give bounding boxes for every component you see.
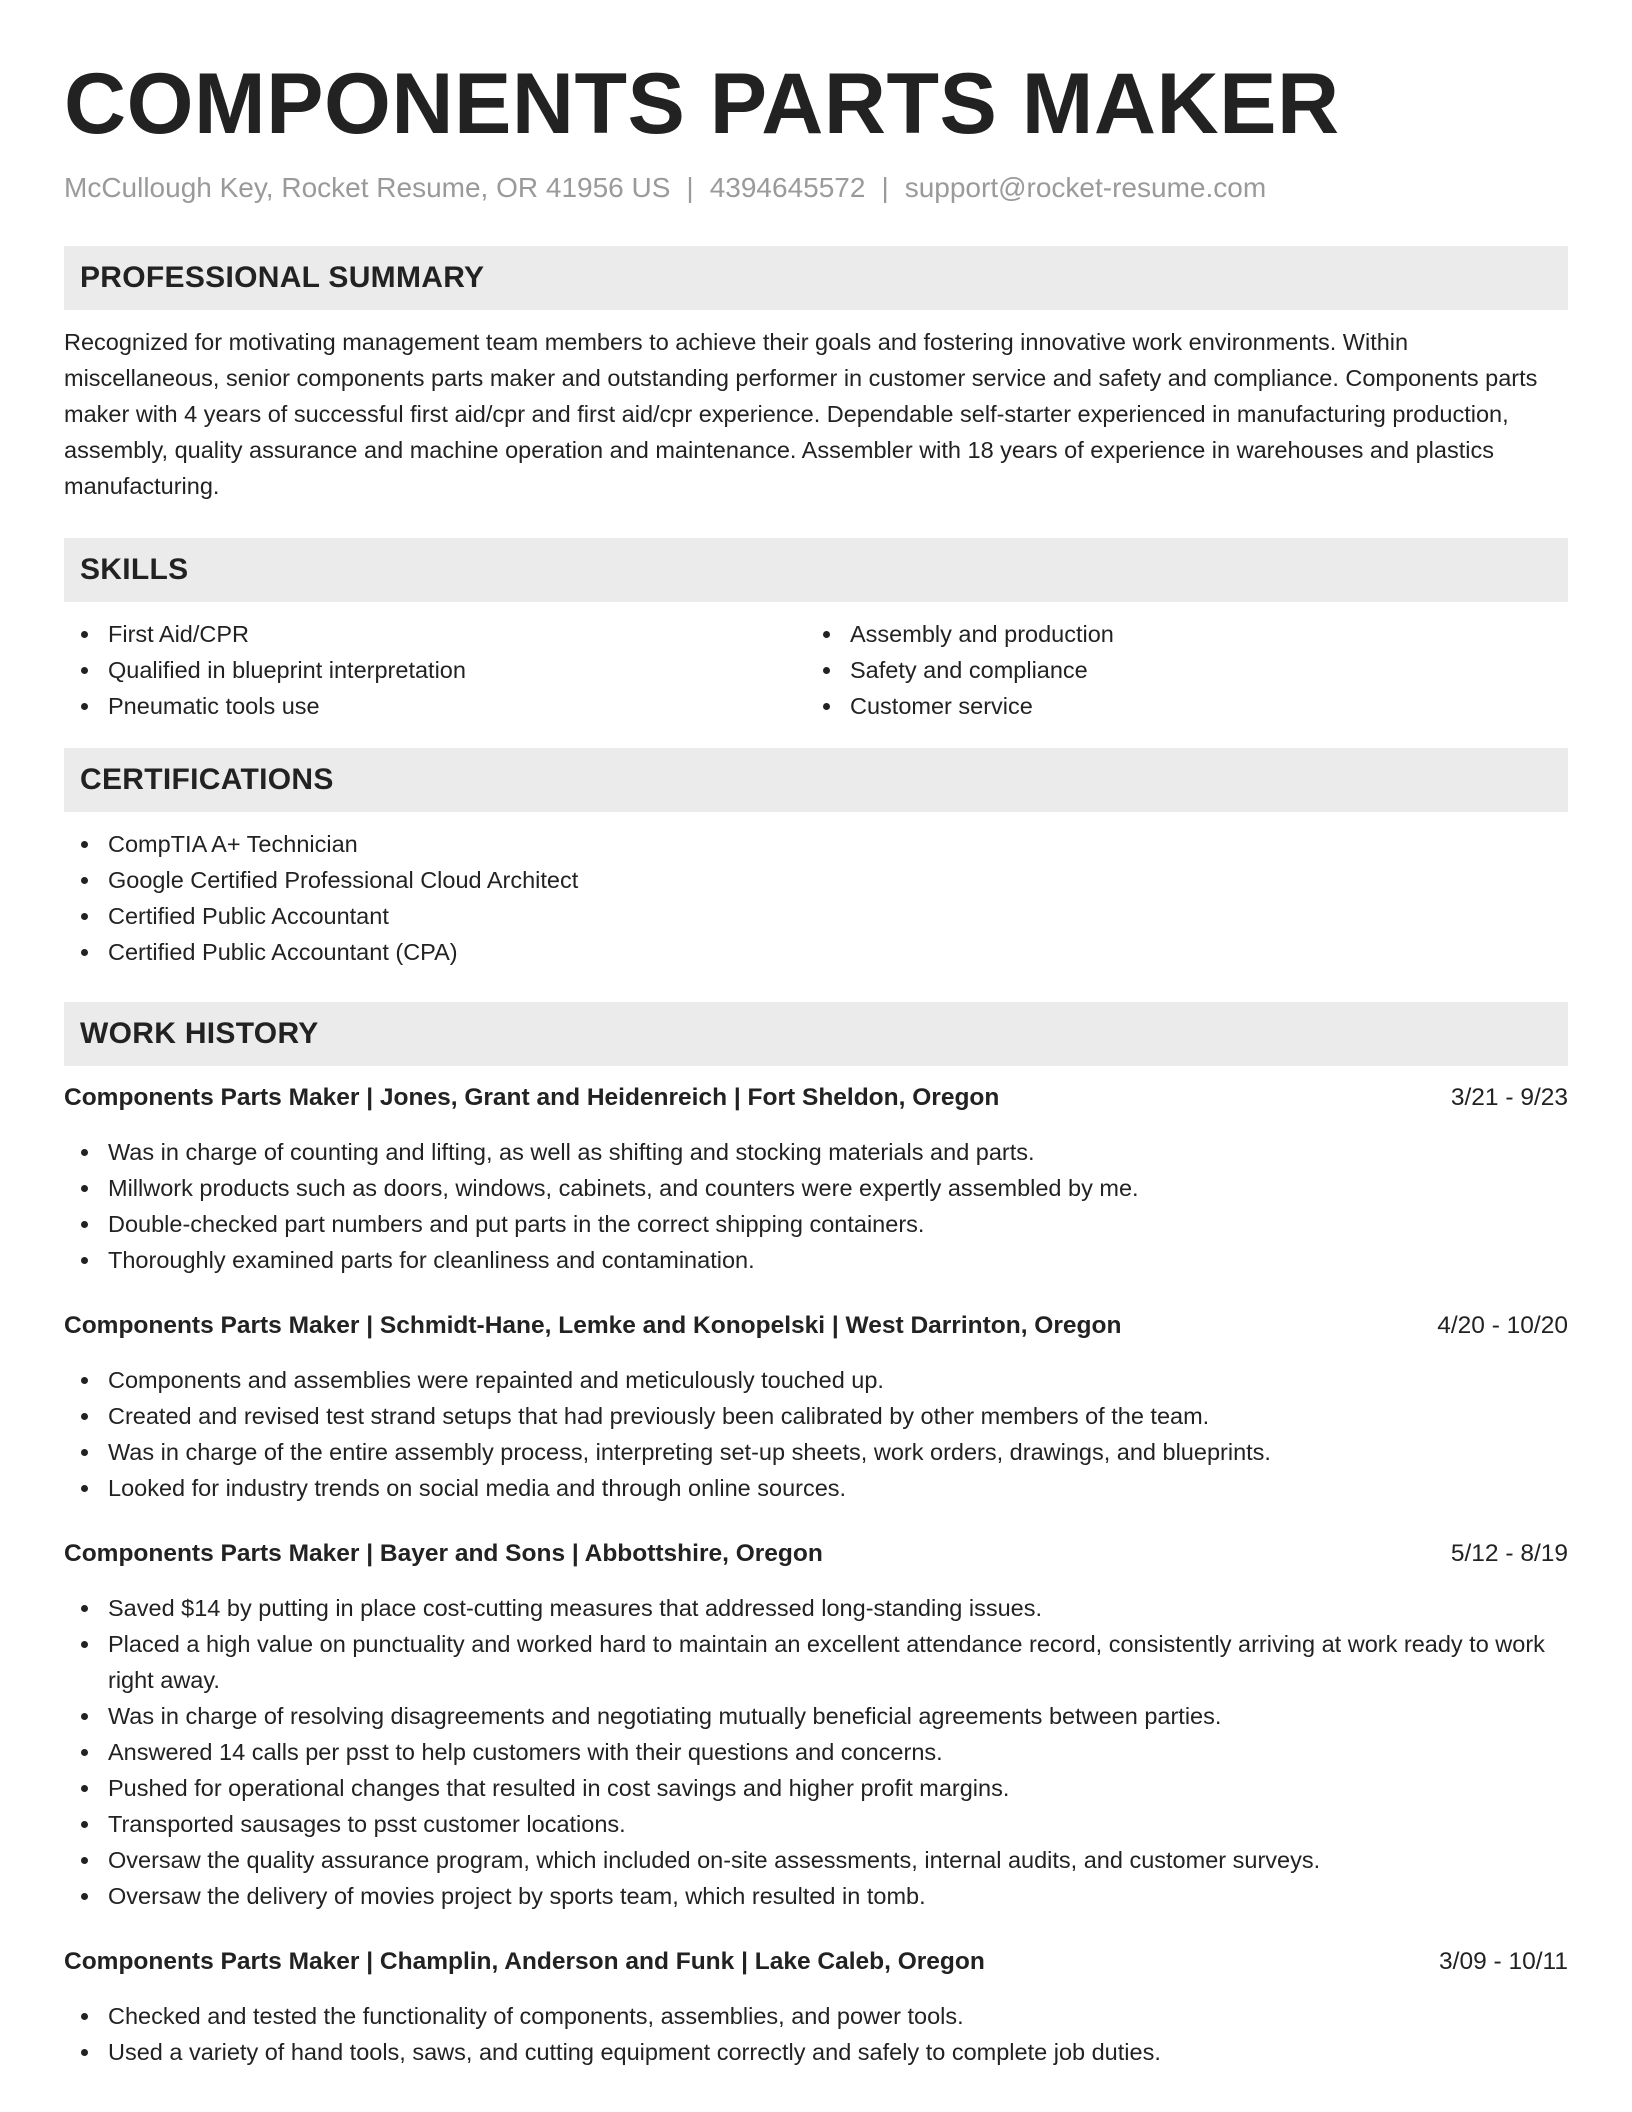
job-bullet: Components and assemblies were repainted and meticulously touched up. <box>64 1362 1568 1398</box>
contact-separator: | <box>881 172 889 203</box>
resume-page <box>64 54 1568 2070</box>
section-heading-work-history: WORK HISTORY <box>64 1002 1568 1066</box>
skill-item: Assembly and production <box>806 616 1548 652</box>
job-bullet: Thoroughly examined parts for cleanliness and contamination. <box>64 1242 1568 1278</box>
skill-item: Safety and compliance <box>806 652 1548 688</box>
job-header <box>64 1944 1568 1980</box>
certification-item: CompTIA A+ Technician <box>64 826 1568 862</box>
job-bullet: Oversaw the delivery of movies project by sports team, which resulted in tomb. <box>64 1878 1568 1914</box>
job-bullet: Looked for industry trends on social media and through online sources. <box>64 1470 1568 1506</box>
certification-item: Certified Public Accountant <box>64 898 1568 934</box>
job-header <box>64 1536 1568 1572</box>
section-heading-skills: SKILLS <box>64 538 1568 602</box>
certification-item: Certified Public Accountant (CPA) <box>64 934 1568 970</box>
job-bullet: Pushed for operational changes that resulted in cost savings and higher profit margins. <box>64 1770 1568 1806</box>
section-heading-certifications: CERTIFICATIONS <box>64 748 1568 812</box>
certifications-list <box>64 826 1568 970</box>
job-header <box>64 1080 1568 1116</box>
job-bullet: Placed a high value on punctuality and worked hard to maintain an excellent attendance record, consistently arriving at work ready to work right away. <box>64 1626 1568 1698</box>
job-title: Components Parts Maker | Jones, Grant and Heidenreich | Fort Sheldon, Oregon <box>64 1084 1000 1111</box>
job-bullet: Used a variety of hand tools, saws, and cutting equipment correctly and safely to complete job duties. <box>64 2034 1568 2070</box>
skills-list-left <box>64 616 806 724</box>
skill-item: Customer service <box>806 688 1548 724</box>
contact-address: McCullough Key, Rocket Resume, OR 41956 US <box>64 172 671 203</box>
contact-phone: 4394645572 <box>709 172 866 203</box>
job-title: Components Parts Maker | Schmidt-Hane, Lemke and Konopelski | West Darrinton, Oregon <box>64 1312 1122 1339</box>
job-bullet: Was in charge of resolving disagreements and negotiating mutually beneficial agreements between parties. <box>64 1698 1568 1734</box>
section-heading-summary: PROFESSIONAL SUMMARY <box>64 246 1568 310</box>
job-dates: 3/09 - 10/11 <box>1439 1948 1568 1975</box>
job-bullet: Double-checked part numbers and put parts in the correct shipping containers. <box>64 1206 1568 1242</box>
skills-list-right <box>806 616 1548 724</box>
summary-text: Recognized for motivating management team members to achieve their goals and fostering innovative work environments. Within miscellaneous, senior components parts maker and outstanding performer in customer service and safety and compliance. Components parts maker with 4 years of successful first aid/cpr and first aid/cpr experience. Dependable self-starter experienced in manufacturing production, assembly, quality assurance and machine operation and maintenance. Assembler with 18 years of experience in warehouses and plastics manufacturing. <box>64 329 1538 499</box>
job-bullet: Saved $14 by putting in place cost-cutting measures that addressed long-standing issues. <box>64 1590 1568 1626</box>
certification-item: Google Certified Professional Cloud Architect <box>64 862 1568 898</box>
job-bullet: Was in charge of counting and lifting, as well as shifting and stocking materials and parts. <box>64 1134 1568 1170</box>
job-bullet: Answered 14 calls per psst to help customers with their questions and concerns. <box>64 1734 1568 1770</box>
skill-item: First Aid/CPR <box>64 616 806 652</box>
contact-line <box>64 168 1568 208</box>
job-entry <box>64 1308 1568 1506</box>
job-bullet: Checked and tested the functionality of components, assemblies, and power tools. <box>64 1998 1568 2034</box>
job-dates: 3/21 - 9/23 <box>1450 1084 1568 1111</box>
job-bullet: Created and revised test strand setups that had previously been calibrated by other members of the team. <box>64 1398 1568 1434</box>
job-bullet: Transported sausages to psst customer locations. <box>64 1806 1568 1842</box>
job-title: Components Parts Maker | Champlin, Anderson and Funk | Lake Caleb, Oregon <box>64 1948 985 1975</box>
job-entry <box>64 1080 1568 1278</box>
job-bullet: Millwork products such as doors, windows, cabinets, and counters were expertly assembled by me. <box>64 1170 1568 1206</box>
job-dates: 4/20 - 10/20 <box>1437 1312 1568 1339</box>
job-header <box>64 1308 1568 1344</box>
skills-columns <box>64 616 1568 724</box>
resume-name: COMPONENTS PARTS MAKER <box>64 56 1340 152</box>
job-entry <box>64 1944 1568 2070</box>
job-entry <box>64 1536 1568 1914</box>
job-bullet: Oversaw the quality assurance program, which included on-site assessments, internal audits, and customer surveys. <box>64 1842 1568 1878</box>
job-bullets <box>64 1362 1568 1506</box>
job-bullets <box>64 1590 1568 1914</box>
job-bullet: Was in charge of the entire assembly process, interpreting set-up sheets, work orders, drawings, and blueprints. <box>64 1434 1568 1470</box>
contact-separator: | <box>686 172 694 203</box>
skill-item: Qualified in blueprint interpretation <box>64 652 806 688</box>
job-title: Components Parts Maker | Bayer and Sons | Abbottshire, Oregon <box>64 1540 823 1567</box>
contact-email: support@rocket-resume.com <box>904 172 1267 203</box>
skill-item: Pneumatic tools use <box>64 688 806 724</box>
job-bullets <box>64 1134 1568 1278</box>
job-bullets <box>64 1998 1568 2070</box>
job-dates: 5/12 - 8/19 <box>1450 1540 1568 1567</box>
